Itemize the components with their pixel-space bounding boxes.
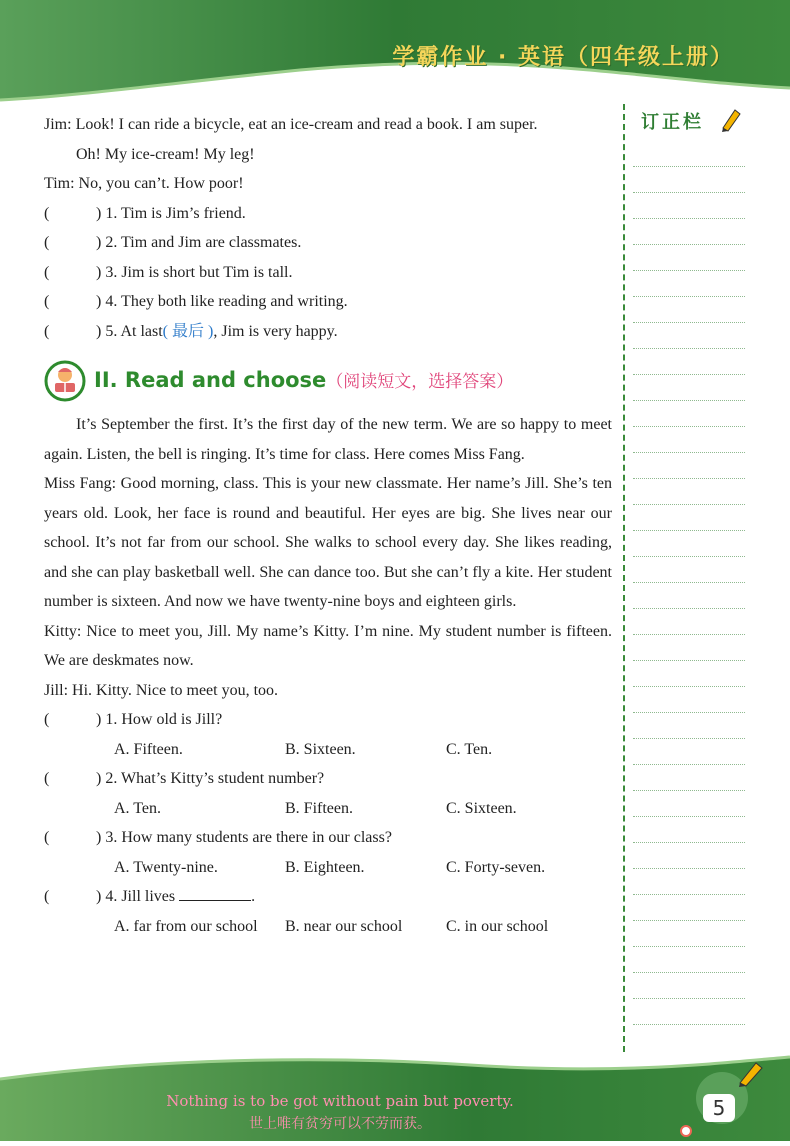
question: ( ) 4. Jill lives . (44, 882, 612, 912)
pencil-icon (719, 106, 743, 132)
options-row (44, 735, 612, 765)
option-c[interactable]: C. in our school (446, 917, 549, 935)
correction-line (633, 478, 745, 479)
judge-item: ( ) 5. At last( 最后 ), Jim is very happy. (44, 317, 612, 347)
correction-line (633, 530, 745, 531)
option-c[interactable]: C. Ten. (446, 740, 493, 758)
dialogue-line: Tim: No, you can’t. How poor! (44, 175, 244, 192)
main-content (44, 110, 612, 941)
correction-line (633, 608, 745, 609)
pencil-icon (736, 1059, 766, 1087)
page-number: 5 (703, 1094, 735, 1122)
option-a[interactable]: A. far from our school (114, 917, 258, 935)
answer-blank[interactable]: ( (44, 204, 50, 222)
option-a[interactable]: A. Twenty-nine. (114, 858, 218, 876)
correction-line (633, 920, 745, 921)
option-c[interactable]: C. Forty-seven. (446, 858, 546, 876)
reading-kid-icon (44, 360, 86, 402)
options-row (44, 912, 612, 942)
answer-blank[interactable]: ( (44, 770, 50, 787)
correction-line (633, 426, 745, 427)
correction-line (633, 192, 745, 193)
answer-blank[interactable]: ( (44, 888, 50, 905)
correction-line (633, 556, 745, 557)
option-c[interactable]: C. Sixteen. (446, 799, 517, 817)
option-b[interactable]: B. near our school (285, 917, 403, 935)
book-title: 学霸作业 · 英语（四年级上册） (392, 45, 734, 70)
options-row (44, 853, 612, 883)
correction-line (633, 738, 745, 739)
correction-title: 订正栏 (641, 112, 704, 133)
correction-line (633, 296, 745, 297)
correction-line (633, 868, 745, 869)
correction-line (633, 504, 745, 505)
passage-paragraph: Jill: Hi. Kitty. Nice to meet you, too. (44, 681, 279, 699)
option-b[interactable]: B. Sixteen. (285, 740, 356, 758)
dialogue-line: Jim: Look! I can ride a bicycle, eat an ice-cream and read a book. I am super. (44, 116, 538, 133)
correction-line (633, 946, 745, 947)
option-b[interactable]: B. Fifteen. (285, 799, 353, 817)
correction-line (633, 400, 745, 401)
chinese-note: ( 最后 ) (162, 322, 214, 340)
answer-blank[interactable]: ( (44, 293, 50, 310)
motto-chinese: 世上唯有贫穷可以不劳而获。 (249, 1116, 431, 1132)
section-subtitle: （阅读短文，选择答案） (326, 372, 514, 392)
correction-line (633, 634, 745, 635)
correction-line (633, 348, 745, 349)
correction-line (633, 972, 745, 973)
answer-blank[interactable]: ( (44, 322, 50, 340)
correction-line (633, 270, 745, 271)
answer-blank[interactable]: ( (44, 263, 50, 281)
question: ( ) 3. How many students are there in our class? (44, 823, 612, 853)
correction-line (633, 842, 745, 843)
correction-line (633, 790, 745, 791)
dialogue-line: Oh! My ice-cream! My leg! (76, 145, 255, 163)
option-a[interactable]: A. Fifteen. (114, 740, 183, 758)
correction-line (633, 322, 745, 323)
correction-line (633, 582, 745, 583)
judge-item: ( ) 2. Tim and Jim are classmates. (44, 228, 612, 258)
correction-column (623, 104, 747, 1052)
judge-item: ( ) 4. They both like reading and writing. (44, 287, 612, 317)
answer-blank[interactable]: ( (44, 234, 50, 251)
judge-item: ( ) 1. Tim is Jim’s friend. (44, 199, 612, 229)
passage-paragraph: Kitty: Nice to meet you, Jill. My name’s Kitty. I’m nine. My student number is fifteen. We are deskmates now. (44, 622, 612, 669)
correction-line (633, 894, 745, 895)
fill-blank[interactable] (179, 886, 251, 901)
correction-line (633, 1024, 745, 1025)
correction-line (633, 166, 745, 167)
correction-line (633, 660, 745, 661)
section-title: II. Read and choose (94, 368, 327, 392)
correction-line (633, 998, 745, 999)
question: ( ) 1. How old is Jill? (44, 705, 612, 735)
correction-line (633, 686, 745, 687)
option-b[interactable]: B. Eighteen. (285, 858, 365, 876)
answer-blank[interactable]: ( (44, 829, 50, 846)
option-a[interactable]: A. Ten. (114, 799, 162, 817)
correction-line (633, 712, 745, 713)
page-header (0, 0, 790, 110)
question: ( ) 2. What’s Kitty’s student number? (44, 764, 612, 794)
correction-line (633, 816, 745, 817)
correction-line (633, 374, 745, 375)
correction-line (633, 218, 745, 219)
passage-paragraph: Miss Fang: Good morning, class. This is your new classmate. Her name’s Jill. She’s ten years old. Look, her face is round and beautiful. Her eyes are big. She lives near our school. It’s not far from our school. She walks to school every day. She likes reading, and she can play basketball well. She can dance too. But she can’t fly a kite. Her student number is sixteen. And now we have twenty-nine boys and eighteen girls. (44, 475, 612, 610)
passage-paragraph: It’s September the first. It’s the first day of the new term. We are so happy to meet again. Listen, the bell is ringing. It’s time for class. Here comes Miss Fang. (44, 416, 612, 463)
correction-line (633, 244, 745, 245)
correction-line (633, 764, 745, 765)
motto-english: Nothing is to be got without pain but poverty. (166, 1092, 514, 1110)
answer-blank[interactable]: ( (44, 711, 50, 728)
judge-item: ( ) 3. Jim is short but Tim is tall. (44, 258, 612, 288)
correction-line (633, 452, 745, 453)
options-row (44, 794, 612, 824)
section-heading (44, 352, 612, 410)
